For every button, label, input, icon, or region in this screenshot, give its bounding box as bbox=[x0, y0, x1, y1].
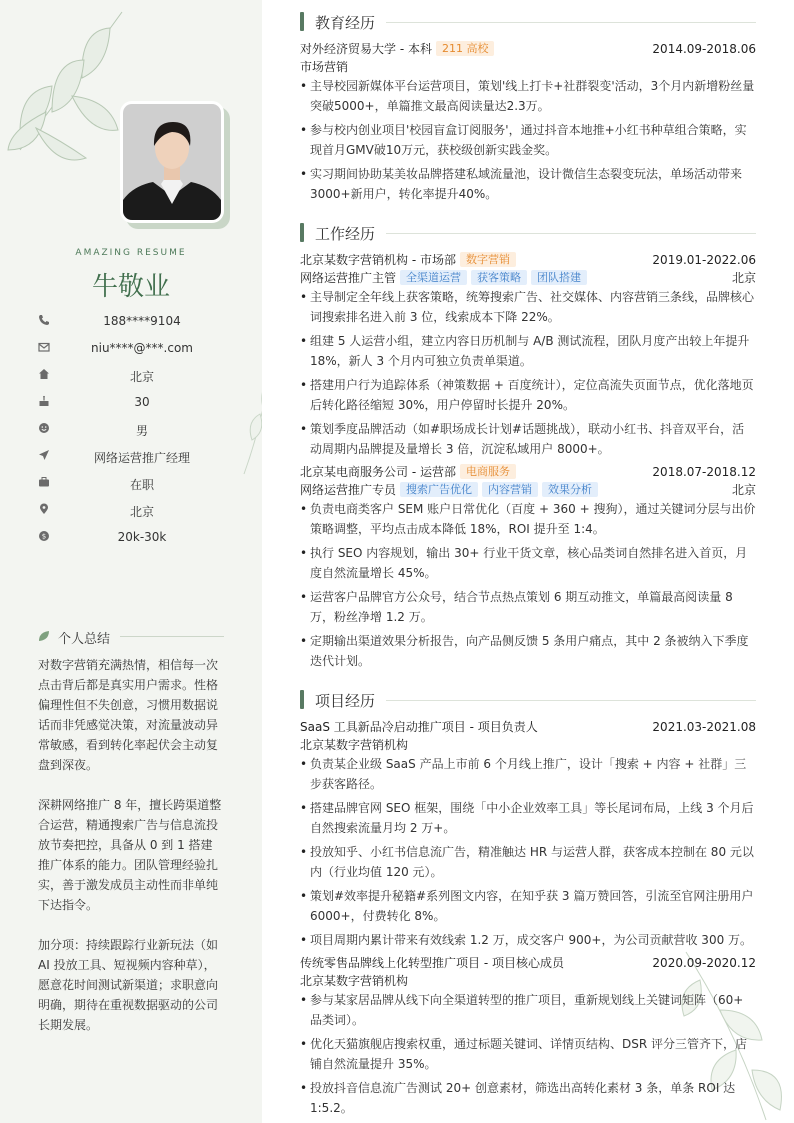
info-position bbox=[38, 443, 228, 470]
list-item: • 搭建品牌官网 SEO 框架，围绕「中小企业效率工具」等长尾词布局，上线 3 个月后自然搜索流量月均 2 万+。 bbox=[300, 798, 756, 838]
industry-tag: 电商服务 bbox=[460, 464, 516, 479]
school-tag: 211 高校 bbox=[436, 41, 495, 56]
job-bullets bbox=[300, 287, 756, 463]
project-name: SaaS 工具新品冷启动推广项目 - 项目负责人 bbox=[300, 720, 538, 734]
leaf-decoration bbox=[240, 370, 262, 480]
major: 市场营销 bbox=[300, 60, 349, 74]
job-header bbox=[300, 251, 756, 269]
salary-value: 20k-30k bbox=[117, 530, 167, 544]
job-city: 北京 bbox=[731, 483, 756, 497]
education-title: 教育经历 bbox=[315, 14, 376, 32]
info-email bbox=[38, 335, 228, 362]
phone-icon bbox=[38, 314, 50, 326]
project-org: 北京某数字营销机构 bbox=[300, 738, 409, 752]
industry-tag: 数字营销 bbox=[460, 252, 516, 267]
list-item: • 负责某企业级 SaaS 产品上市前 6 个月线上推广，设计「搜索 + 内容 + 社群」三步获客路径。 bbox=[300, 754, 756, 794]
info-phone bbox=[38, 308, 228, 335]
job-date: 2018.07-2018.12 bbox=[652, 465, 756, 479]
summary-heading bbox=[38, 626, 224, 646]
job-bullets bbox=[300, 499, 756, 675]
project-header bbox=[300, 718, 756, 736]
divider bbox=[386, 233, 756, 234]
job-header bbox=[300, 463, 756, 481]
city-value: 北京 bbox=[129, 370, 154, 384]
info-salary bbox=[38, 524, 228, 551]
education-header bbox=[300, 40, 756, 58]
education-bullets bbox=[300, 76, 756, 208]
gender-icon bbox=[38, 422, 50, 434]
skill-tag: 效果分析 bbox=[542, 482, 598, 497]
contact-info bbox=[38, 308, 228, 551]
list-item: • 主导校园新媒体平台运营项目，策划'线上打卡+社群裂变'活动，3个月内新增粉丝量突破5000+，单篇推文最高阅读量达2.3万。 bbox=[300, 76, 756, 116]
projects-heading bbox=[300, 689, 756, 711]
education-date: 2014.09-2018.06 bbox=[652, 42, 756, 56]
info-gender bbox=[38, 416, 228, 443]
company-name: 北京某电商服务公司 - 运营部 bbox=[300, 465, 456, 479]
skill-tag: 全渠道运营 bbox=[400, 270, 467, 285]
gender-value: 男 bbox=[135, 424, 148, 438]
section-marker bbox=[300, 12, 304, 31]
summary-paragraph: 对数字营销充满热情，相信每一次点击背后都是真实用户需求。性格偏理性但不失创意，习惯用数据说话而非凭感觉决策，对流量波动异常敏感，看到转化率起伏会主动复盘到深夜。 bbox=[38, 658, 219, 772]
list-item: • 执行 SEO 内容规划，输出 30+ 行业干货文章，核心品类词自然排名进入首页，月度自然流量增长 45%。 bbox=[300, 543, 756, 583]
list-item: • 投放抖音信息流广告测试 20+ 创意素材，筛选出高转化素材 3 条，单条 ROI 达 1:5.2。 bbox=[300, 1078, 756, 1118]
education-heading bbox=[300, 11, 756, 33]
info-location bbox=[38, 497, 228, 524]
company-name: 北京某数字营销机构 - 市场部 bbox=[300, 253, 456, 267]
list-item: • 策划#效率提升秘籍#系列图文内容，在知乎获 3 篇万赞回答，引流至官网注册用户 6000+，付费转化 8%。 bbox=[300, 886, 756, 926]
list-item: • 参与某家居品牌从线下向全渠道转型的推广项目，重新规划线上关键词矩阵（60+ 品类词）。 bbox=[300, 990, 756, 1030]
project-name: 传统零售品牌线上化转型推广项目 - 项目核心成员 bbox=[300, 956, 564, 970]
info-status bbox=[38, 470, 228, 497]
mail-icon bbox=[38, 341, 50, 353]
briefcase-icon bbox=[38, 476, 50, 488]
project-header bbox=[300, 954, 756, 972]
leaf-decoration bbox=[0, 0, 140, 170]
person-name: 牛敬业 bbox=[91, 272, 170, 302]
skill-tag: 内容营销 bbox=[482, 482, 538, 497]
job-role: 网络运营推广主管 bbox=[300, 271, 397, 285]
divider bbox=[120, 636, 224, 637]
job-date: 2019.01-2022.06 bbox=[652, 253, 756, 267]
info-city bbox=[38, 362, 228, 389]
location-value: 北京 bbox=[129, 505, 154, 519]
projects-title: 项目经历 bbox=[315, 692, 376, 710]
list-item: • 运营客户品牌官方公众号，结合节点热点策划 6 期互动推文，单篇最高阅读量 8 万，粉丝净增 1.2 万。 bbox=[300, 587, 756, 627]
work-title: 工作经历 bbox=[315, 225, 376, 243]
summary-text bbox=[38, 655, 222, 1055]
section-marker bbox=[300, 223, 304, 242]
list-item: • 优化天猫旗舰店搜索权重，通过标题关键词、详情页结构、DSR 评分三管齐下，店铺自然流量提升 35%。 bbox=[300, 1034, 756, 1074]
list-item: • 定期输出渠道效果分析报告，向产品侧反馈 5 条用户痛点，其中 2 条被纳入下季度迭代计划。 bbox=[300, 631, 756, 671]
job-role-row bbox=[300, 269, 756, 287]
avatar-photo bbox=[120, 101, 224, 223]
summary-paragraph: 加分项：持续跟踪行业新玩法（如 AI 投放工具、短视频内容种草），愿意花时间测试新渠道；求职意向明确，期待在重视数据驱动的公司长期发展。 bbox=[38, 938, 219, 1032]
job-role: 网络运营推广专员 bbox=[300, 483, 397, 497]
sidebar bbox=[0, 0, 262, 1123]
list-item: • 搭建用户行为追踪体系（神策数据 + 百度统计），定位高流失页面节点，优化落地页后转化路径缩短 30%，用户停留时长提升 20%。 bbox=[300, 375, 756, 415]
age-value: 30 bbox=[134, 395, 150, 409]
list-item: • 主导制定全年线上获客策略，统筹搜索广告、社交媒体、内容营销三条线，品牌核心词搜索排名进入前 3 位，线索成本下降 22%。 bbox=[300, 287, 756, 327]
location-icon bbox=[38, 503, 50, 515]
money-icon bbox=[38, 530, 50, 542]
email-value: niu****@***.com bbox=[91, 341, 193, 355]
skill-tag: 团队搭建 bbox=[531, 270, 587, 285]
list-item: • 组建 5 人运营小组，建立内容日历机制与 A/B 测试流程，团队月度产出较上年提升 18%，新人 3 个月内可独立负责单渠道。 bbox=[300, 331, 756, 371]
section-marker bbox=[300, 690, 304, 709]
divider bbox=[386, 700, 756, 701]
job-city: 北京 bbox=[731, 271, 756, 285]
summary-paragraph: 深耕网络推广 8 年，擅长跨渠道整合运营，精通搜索广告与信息流投放节奏把控，具备从 0 到 1 搭建推广体系的能力。团队管理经验扎实，善于激发成员主动性而非单纯下达指令。 bbox=[38, 798, 222, 912]
skill-tag: 获客策略 bbox=[471, 270, 527, 285]
list-item: • 实习期间协助某美妆品牌搭建私域流量池，设计微信生态裂变玩法，单场活动带来3000+新用户，转化率提升40%。 bbox=[300, 164, 756, 204]
home-icon bbox=[38, 368, 50, 380]
school-name: 对外经济贸易大学 - 本科 bbox=[300, 42, 432, 56]
project-bullets bbox=[300, 754, 756, 954]
skill-tag: 搜索广告优化 bbox=[400, 482, 478, 497]
status-value: 在职 bbox=[129, 478, 154, 492]
list-item: • 策划季度品牌活动（如#职场成长计划#话题挑战），联动小红书、抖音双平台，活动周期内品牌提及量增长 3 倍，沉淀私域用户 8000+。 bbox=[300, 419, 756, 459]
send-icon bbox=[38, 449, 50, 461]
list-item: • 负责电商类客户 SEM 账户日常优化（百度 + 360 + 搜狗），通过关键词分层与出价策略调整，平均点击成本降低 18%，ROI 提升至 1:4。 bbox=[300, 499, 756, 539]
project-bullets bbox=[300, 990, 756, 1122]
phone-value: 188****9104 bbox=[103, 314, 181, 328]
leaf-icon bbox=[38, 630, 50, 642]
position-value: 网络运营推广经理 bbox=[93, 451, 190, 465]
project-date: 2021.03-2021.08 bbox=[652, 720, 756, 734]
list-item: • 项目周期内累计带来有效线索 1.2 万，成交客户 900+，为公司贡献营收 300 万。 bbox=[300, 930, 756, 950]
divider bbox=[386, 22, 756, 23]
svg-text:$: $ bbox=[41, 532, 47, 541]
job-role-row bbox=[300, 481, 756, 499]
work-heading bbox=[300, 222, 756, 244]
info-age bbox=[38, 389, 228, 416]
list-item: • 投放知乎、小红书信息流广告，精准触达 HR 与运营人群，获客成本控制在 80 元以内（行业均值 120 元）。 bbox=[300, 842, 756, 882]
brand-label: AMAZING RESUME bbox=[75, 248, 187, 258]
list-item: • 参与校内创业项目'校园盲盒订阅服务'，通过抖音本地推+小红书种草组合策略，实现首月GMV破10万元，获校级创新实践金奖。 bbox=[300, 120, 756, 160]
summary-title: 个人总结 bbox=[58, 632, 111, 647]
cake-icon bbox=[38, 395, 50, 407]
project-org: 北京某数字营销机构 bbox=[300, 974, 409, 988]
avatar bbox=[120, 101, 226, 223]
project-date: 2020.09-2020.12 bbox=[652, 956, 756, 970]
